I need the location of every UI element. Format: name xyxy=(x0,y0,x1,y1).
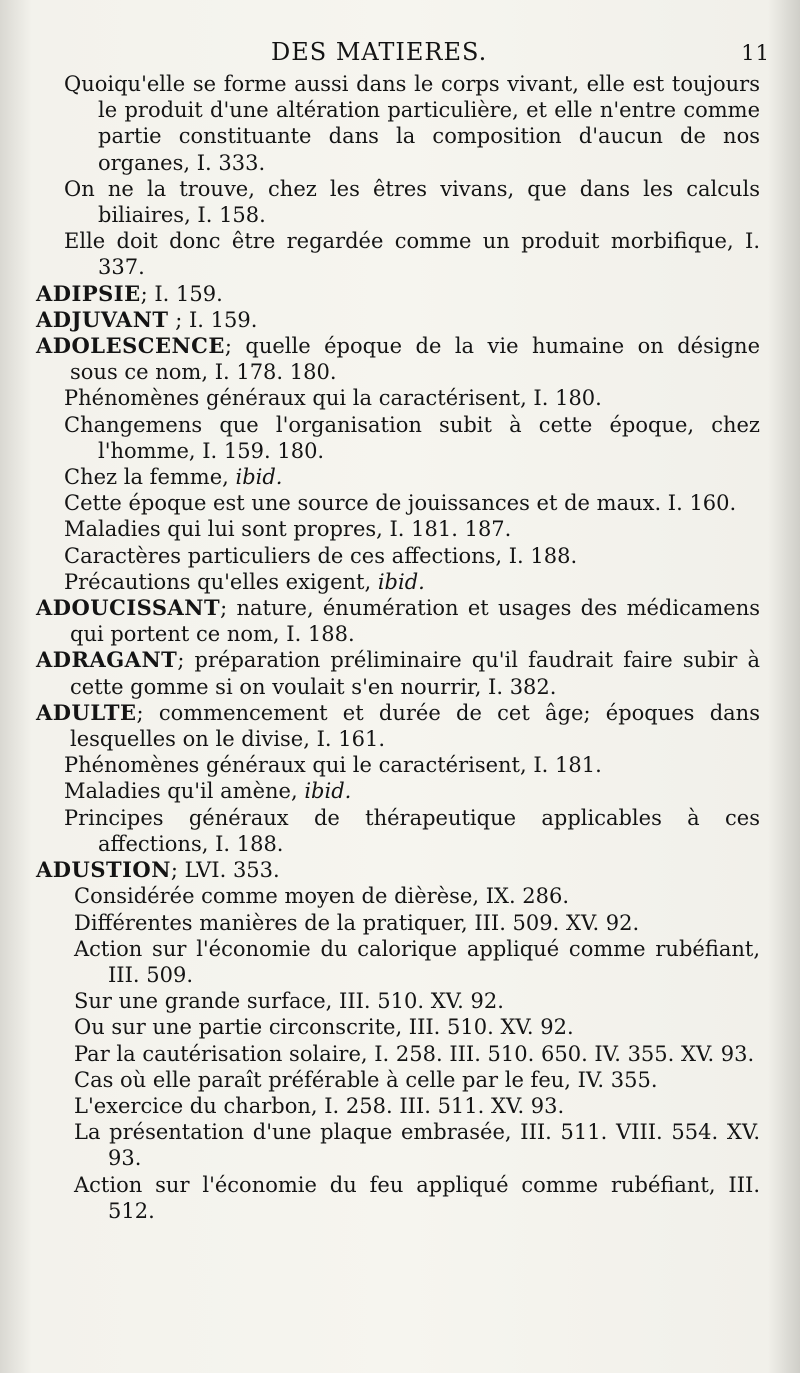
entry-text: Chez la femme, xyxy=(64,465,236,490)
index-entry xyxy=(36,307,760,333)
index-subentry xyxy=(74,910,760,936)
entry-headword: ADRAGANT xyxy=(36,647,178,673)
entry-text: Action sur l'économie du feu appliqué comme rubéfiant, III. 512. xyxy=(74,1172,760,1223)
page-title: DES MATIERES. xyxy=(271,38,488,66)
entry-headword: ADOUCISSANT xyxy=(36,595,221,621)
entry-text: Quoiqu'elle se forme aussi dans le corps vivant, elle est toujours le produit d'une altération particulière, et elle n'entre comme partie constituante dans la composition d'aucun de nos organes, I. 333. xyxy=(64,72,760,175)
index-entry xyxy=(36,595,760,647)
entry-ibid: ibid. xyxy=(304,779,352,804)
index-subentry xyxy=(74,1172,760,1224)
entry-text: Action sur l'économie du calorique appliqué comme rubéfiant, III. 509. xyxy=(74,936,760,987)
index-subentry xyxy=(74,1119,760,1171)
page-number: 11 xyxy=(741,41,770,65)
entry-text: ; commencement et durée de cet âge; époques dans lesquelles on le divise, I. 161. xyxy=(70,700,760,752)
entry-text: Maladies qui lui sont propres, I. 181. 187. xyxy=(64,517,512,542)
index-subentry xyxy=(74,988,760,1014)
entry-text: ; LVI. 353. xyxy=(170,858,280,883)
entry-text: ; I. 159. xyxy=(140,281,223,306)
index-subentry xyxy=(64,752,760,778)
entry-text: Sur une grande surface, III. 510. XV. 92. xyxy=(74,989,504,1014)
index-subentry xyxy=(64,412,760,464)
entry-text: ; nature, énumération et usages des médicamens qui portent ce nom, I. 188. xyxy=(70,596,760,647)
entry-text: Différentes manières de la pratiquer, III. 509. XV. 92. xyxy=(74,910,640,935)
entry-headword: ADOLESCENCE xyxy=(36,333,225,359)
index-entries xyxy=(36,71,760,1224)
index-subentry xyxy=(74,883,760,909)
entry-text: Elle doit donc être regardée comme un produit morbifique, I. 337. xyxy=(64,229,760,280)
entry-text: On ne la trouve, chez les êtres vivans, que dans les calculs biliaires, I. 158. xyxy=(64,176,760,228)
index-subentry xyxy=(64,805,760,857)
entry-text: Maladies qu'il amène, xyxy=(64,779,305,804)
entry-text: L'exercice du charbon, I. 258. III. 511. XV. 93. xyxy=(74,1093,565,1118)
index-subentry xyxy=(64,516,760,542)
index-subentry xyxy=(64,176,760,228)
entry-text: Principes généraux de thérapeutique applicables à ces affections, I. 188. xyxy=(64,805,760,856)
entry-headword: ADJUVANT xyxy=(36,306,169,332)
running-header xyxy=(36,38,770,68)
index-subentry xyxy=(64,778,760,804)
entry-text: Phénomènes généraux qui la caractérisent, I. 180. xyxy=(64,386,602,411)
entry-text: Cette époque est une source de jouissances et de maux. I. 160. xyxy=(64,491,737,516)
entry-headword: ADULTE xyxy=(36,699,137,725)
index-subentry xyxy=(64,385,760,411)
entry-text: Changemens que l'organisation subit à cette époque, chez l'homme, I. 159. 180. xyxy=(64,412,760,463)
index-subentry xyxy=(64,228,760,280)
entry-text: ; préparation préliminaire qu'il faudrait faire subir à cette gomme si on voulait s'en nourrir, I. 382. xyxy=(70,648,760,699)
entry-text: La présentation d'une plaque embrasée, III. 511. VIII. 554. XV. 93. xyxy=(74,1120,760,1171)
entry-text: Considérée comme moyen de dièrèse, IX. 286. xyxy=(74,884,570,909)
entry-text: Phénomènes généraux qui le caractérisent, I. 181. xyxy=(64,753,602,778)
index-subentry xyxy=(74,936,760,988)
index-entry xyxy=(36,647,760,699)
index-subentry xyxy=(64,543,760,569)
entry-text: ; I. 159. xyxy=(168,307,258,332)
index-subentry xyxy=(74,1041,760,1067)
index-subentry xyxy=(64,569,760,595)
entry-text: Ou sur une partie circonscrite, III. 510. XV. 92. xyxy=(74,1015,574,1040)
entry-text: Par la cautérisation solaire, I. 258. III. 510. 650. IV. 355. XV. 93. xyxy=(74,1041,755,1066)
entry-ibid: ibid. xyxy=(235,465,283,490)
index-subentry xyxy=(74,1067,760,1093)
entry-text: Précautions qu'elles exigent, xyxy=(64,569,378,594)
index-subentry xyxy=(64,71,760,176)
entry-text: Cas où elle paraît préférable à celle par le feu, IV. 355. xyxy=(74,1067,658,1092)
entry-headword: ADIPSIE xyxy=(36,280,141,306)
index-entry xyxy=(36,857,760,883)
index-subentry xyxy=(74,1093,760,1119)
index-subentry xyxy=(74,1014,760,1040)
index-entry xyxy=(36,700,760,752)
index-subentry xyxy=(64,464,760,490)
index-entry xyxy=(36,333,760,385)
entry-text: ; quelle époque de la vie humaine on désigne sous ce nom, I. 178. 180. xyxy=(70,334,760,385)
entry-ibid: ibid. xyxy=(377,569,425,594)
entry-text: Caractères particuliers de ces affections, I. 188. xyxy=(64,543,578,568)
index-subentry xyxy=(64,490,760,516)
index-entry xyxy=(36,281,760,307)
entry-headword: ADUSTION xyxy=(36,857,171,883)
